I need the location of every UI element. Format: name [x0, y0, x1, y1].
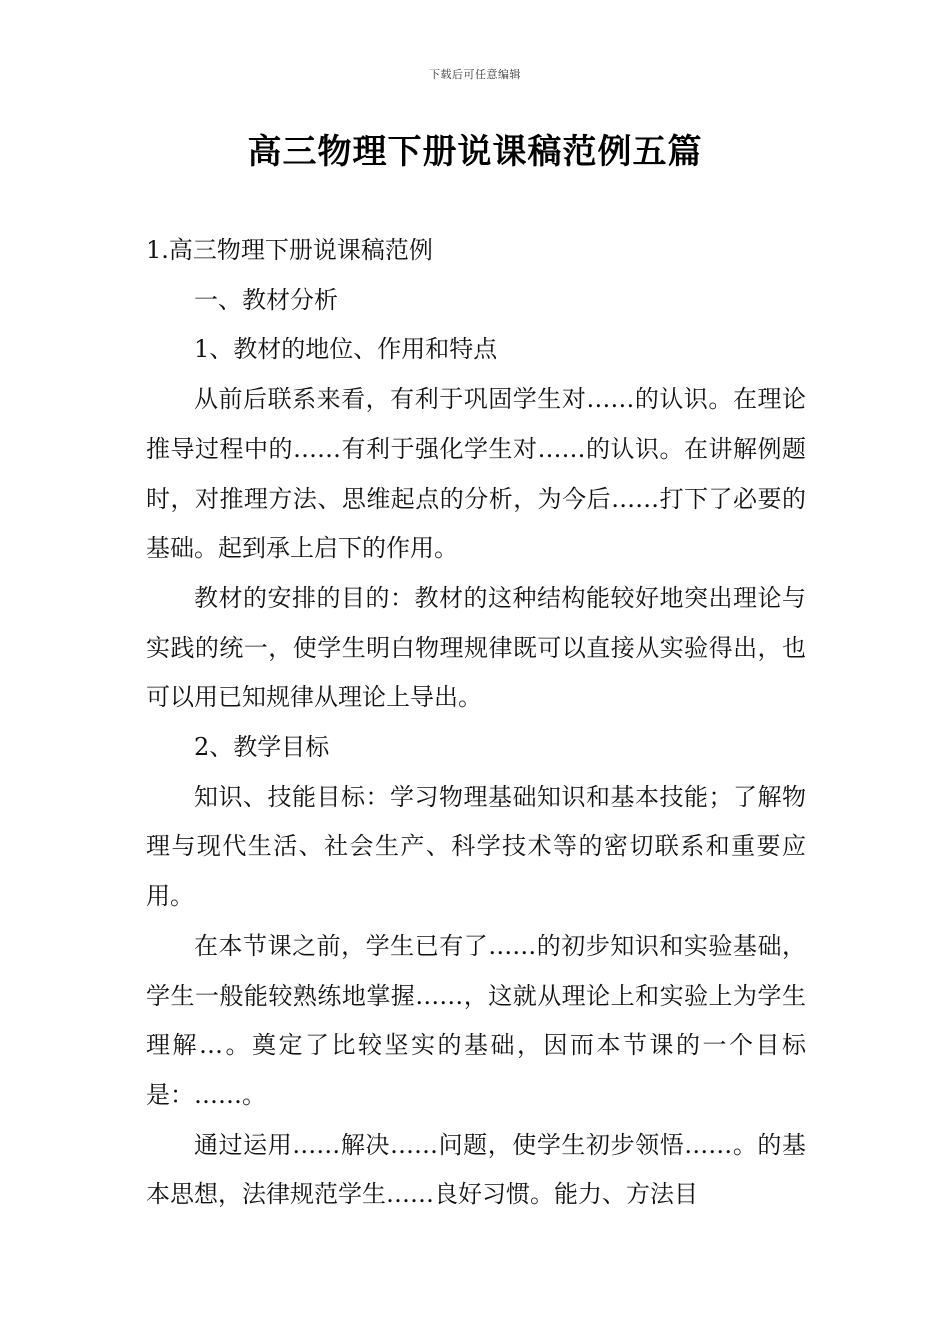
- document-body: [146, 226, 806, 1220]
- paragraph: 通过运用……解决……问题，使学生初步领悟……。的基本思想，法律规范学生……良好习惯。能力、方法目: [146, 1130, 806, 1209]
- paragraph: 教材的安排的目的：教材的这种结构能较好地突出理论与实践的统一，使学生明白物理规律既可以直接从实验得出，也可以用已知规律从理论上导出。: [146, 583, 806, 712]
- paragraph: 在本节课之前，学生已有了……的初步知识和实验基础，学生一般能较熟练地掌握……，这就从理论上和实验上为学生理解…。奠定了比较坚实的基础，因而本节课的一个目标是：……。: [146, 931, 806, 1109]
- section-heading: 1.高三物理下册说课稿范例: [146, 236, 433, 264]
- document-title: 高三物理下册说课稿范例五篇: [247, 132, 703, 172]
- subheading-textbook-role: 1、教材的地位、作用和特点: [194, 335, 498, 364]
- paragraph: 知识、技能目标：学习物理基础知识和基本技能；了解物理与现代生活、社会生产、科学技术等的密切联系和重要应用。: [146, 782, 806, 911]
- subheading-textbook-analysis: 一、教材分析: [194, 285, 338, 314]
- header-note: 下载后可任意编辑: [429, 68, 521, 81]
- paragraph: 从前后联系来看，有利于巩固学生对……的认识。在理论推导过程中的……有利于强化学生对……的认识。在讲解例题时，对推理方法、思维起点的分析，为今后……打下了必要的基础。起到承上启下的作用。: [146, 385, 806, 563]
- subheading-teaching-goals: 2、教学目标: [194, 733, 330, 762]
